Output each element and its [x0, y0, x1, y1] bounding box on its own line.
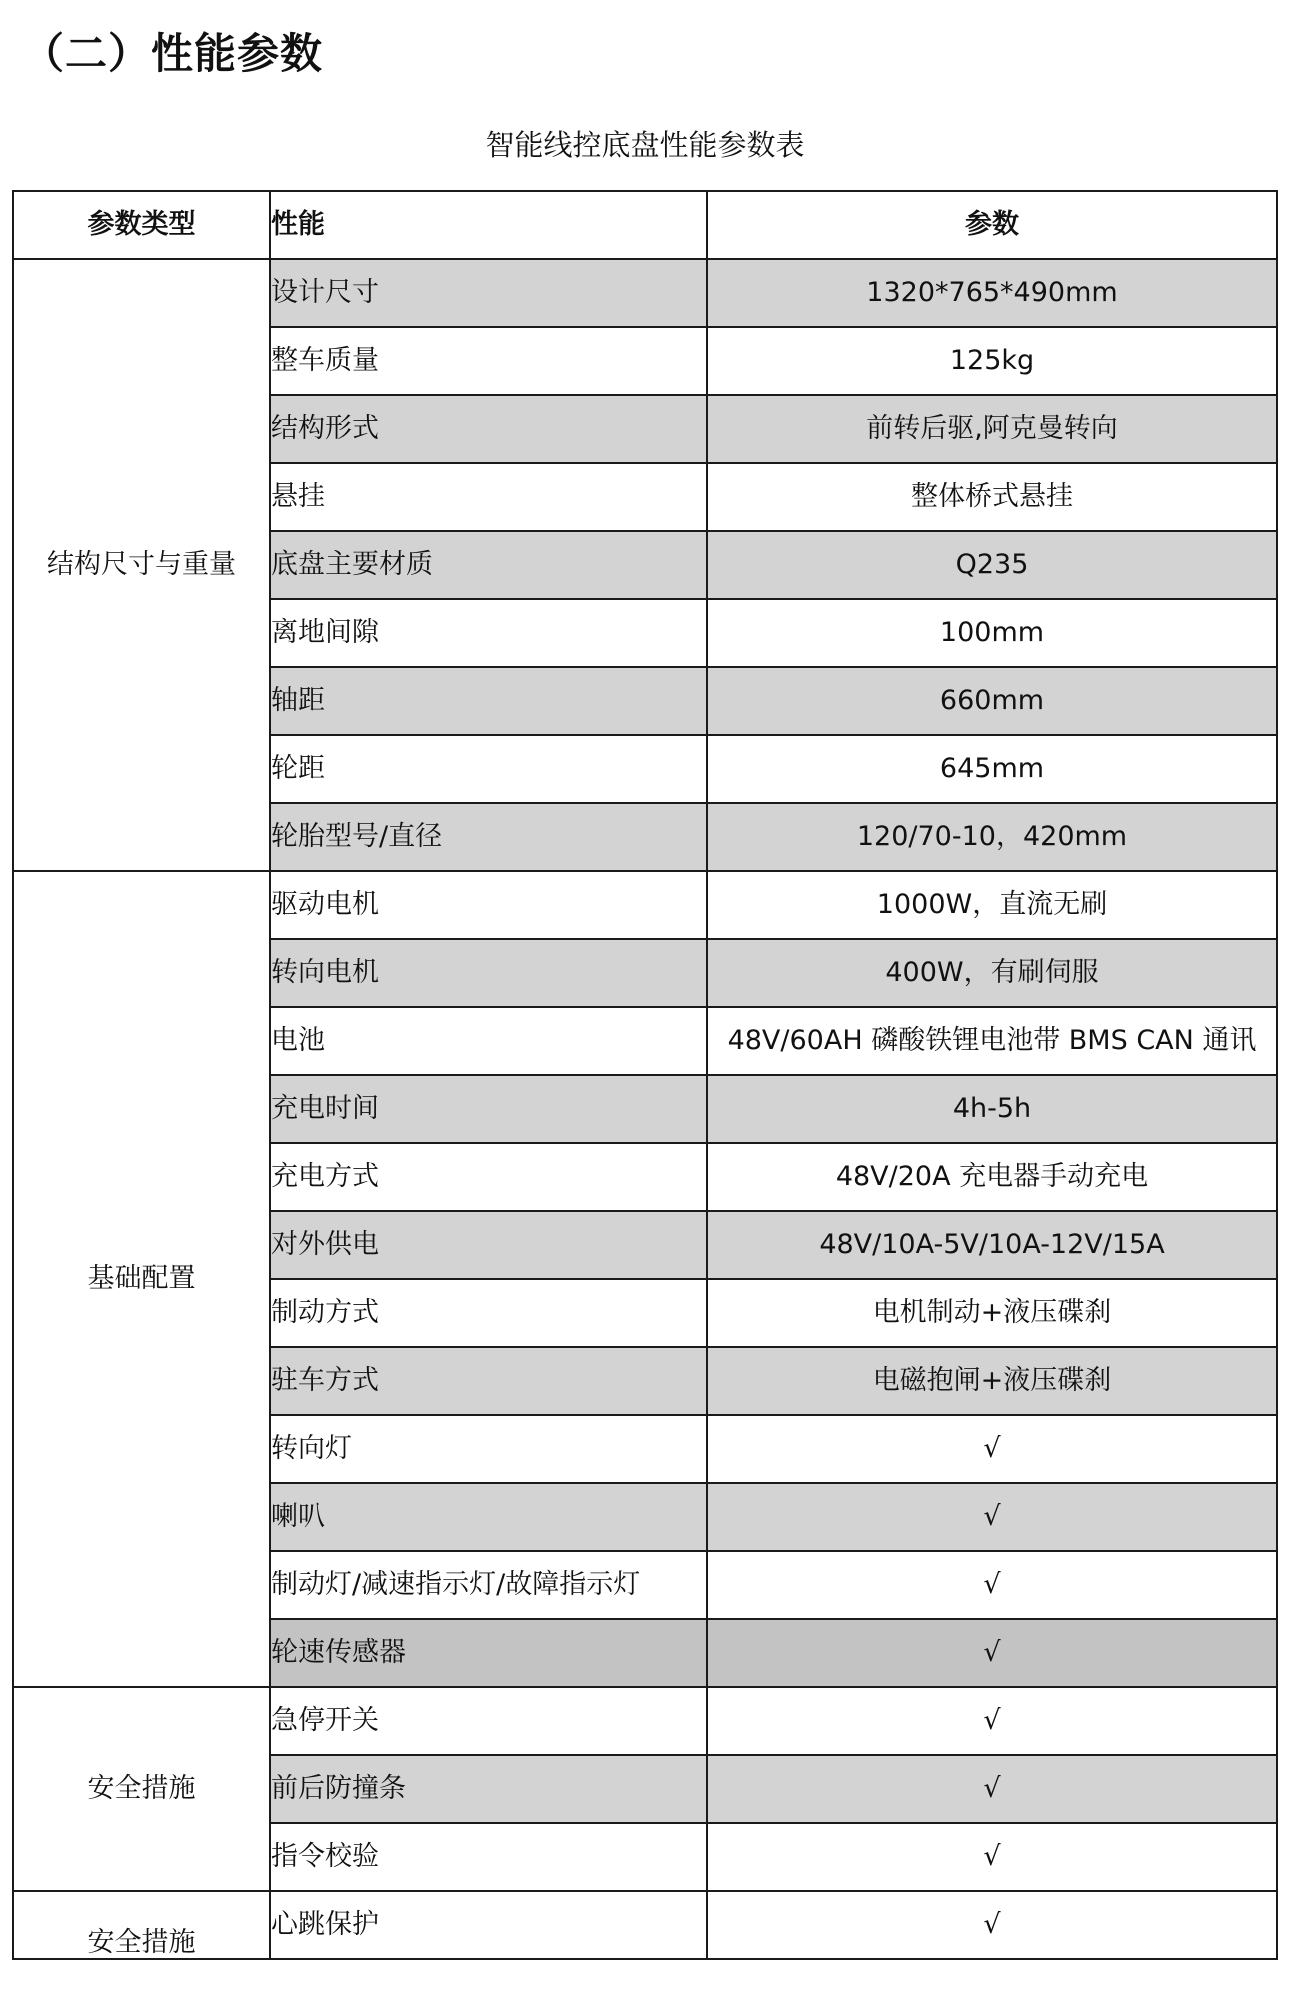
header-performance: 性能 [270, 191, 707, 259]
table-caption: 智能线控底盘性能参数表 [485, 128, 805, 162]
performance-cell: 驱动电机 [270, 871, 707, 939]
value-cell: 100mm [707, 599, 1277, 667]
value-cell: √ [707, 1891, 1277, 1959]
performance-parameter-table [12, 190, 1278, 1960]
performance-cell: 制动灯/减速指示灯/故障指示灯 [270, 1551, 707, 1619]
header-parameter: 参数 [707, 191, 1277, 259]
category-cell-basic-config: 基础配置 [13, 871, 270, 1687]
performance-cell: 整车质量 [270, 327, 707, 395]
performance-cell: 电池 [270, 1007, 707, 1075]
value-cell: 1320*765*490mm [707, 259, 1277, 327]
performance-cell: 驻车方式 [270, 1347, 707, 1415]
performance-cell: 充电时间 [270, 1075, 707, 1143]
value-cell: √ [707, 1823, 1277, 1891]
value-cell: 4h-5h [707, 1075, 1277, 1143]
value-cell: √ [707, 1483, 1277, 1551]
table-row [13, 871, 1277, 939]
performance-cell: 心跳保护 [270, 1891, 707, 1959]
section-heading: （二）性能参数 [22, 29, 324, 78]
performance-cell: 结构形式 [270, 395, 707, 463]
value-cell: 1000W，直流无刷 [707, 871, 1277, 939]
value-cell: 125kg [707, 327, 1277, 395]
value-cell: √ [707, 1755, 1277, 1823]
performance-cell: 设计尺寸 [270, 259, 707, 327]
performance-cell: 喇叭 [270, 1483, 707, 1551]
category-cell-safety-continued: 安全措施 [13, 1891, 270, 1959]
value-cell: 电磁抱闸+液压碟刹 [707, 1347, 1277, 1415]
performance-cell: 轮距 [270, 735, 707, 803]
table-row [13, 1687, 1277, 1755]
value-cell: 48V/60AH 磷酸铁锂电池带 BMS CAN 通讯 [707, 1007, 1277, 1075]
value-cell: 400W，有刷伺服 [707, 939, 1277, 1007]
value-cell: 660mm [707, 667, 1277, 735]
value-cell: √ [707, 1619, 1277, 1687]
value-cell: 前转后驱,阿克曼转向 [707, 395, 1277, 463]
performance-cell: 对外供电 [270, 1211, 707, 1279]
value-cell: √ [707, 1551, 1277, 1619]
performance-cell: 轮胎型号/直径 [270, 803, 707, 871]
category-cell-safety: 安全措施 [13, 1687, 270, 1891]
table-row [13, 259, 1277, 327]
performance-cell: 前后防撞条 [270, 1755, 707, 1823]
performance-cell: 轮速传感器 [270, 1619, 707, 1687]
performance-cell: 指令校验 [270, 1823, 707, 1891]
performance-cell: 转向灯 [270, 1415, 707, 1483]
performance-cell: 转向电机 [270, 939, 707, 1007]
performance-cell: 悬挂 [270, 463, 707, 531]
table-header-row [13, 191, 1277, 259]
value-cell: 48V/10A-5V/10A-12V/15A [707, 1211, 1277, 1279]
performance-cell: 充电方式 [270, 1143, 707, 1211]
value-cell: 48V/20A 充电器手动充电 [707, 1143, 1277, 1211]
value-cell: 120/70-10，420mm [707, 803, 1277, 871]
table-row [13, 1891, 1277, 1959]
value-cell: √ [707, 1687, 1277, 1755]
performance-cell: 轴距 [270, 667, 707, 735]
value-cell: 电机制动+液压碟刹 [707, 1279, 1277, 1347]
category-cell-structure: 结构尺寸与重量 [13, 259, 270, 871]
performance-cell: 离地间隙 [270, 599, 707, 667]
header-parameter-type: 参数类型 [13, 191, 270, 259]
value-cell: √ [707, 1415, 1277, 1483]
performance-cell: 制动方式 [270, 1279, 707, 1347]
value-cell: 整体桥式悬挂 [707, 463, 1277, 531]
value-cell: 645mm [707, 735, 1277, 803]
value-cell: Q235 [707, 531, 1277, 599]
performance-cell: 急停开关 [270, 1687, 707, 1755]
performance-cell: 底盘主要材质 [270, 531, 707, 599]
